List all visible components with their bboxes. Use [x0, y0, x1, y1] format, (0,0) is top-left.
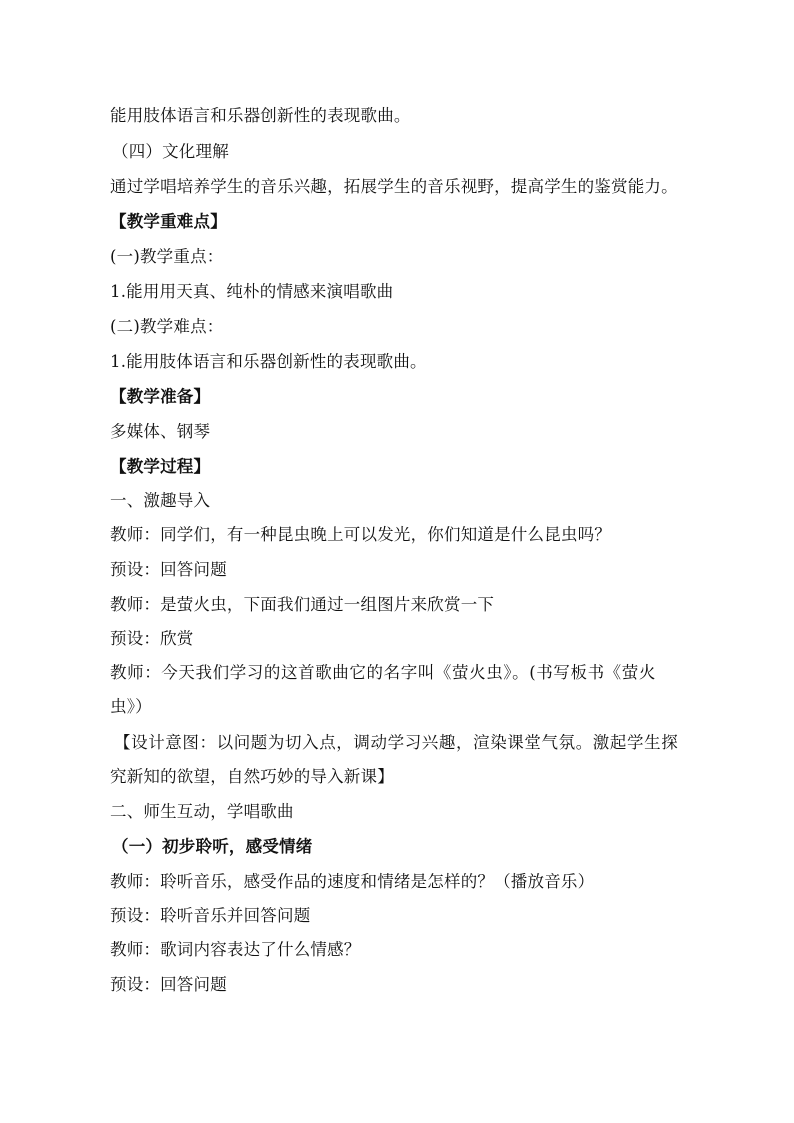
dialogue-line-teacher-5: 教师：歌词内容表达了什么情感？	[110, 940, 361, 959]
design-intent-line-2: 究新知的欲望，自然巧妙的导入新课】	[110, 767, 394, 786]
dialogue-line-preset-4: 预设：回答问题	[110, 975, 227, 994]
dialogue-line-teacher-3-continued: 虫》）	[110, 697, 152, 716]
dialogue-line-teacher-4: 教师：聆听音乐，感受作品的速度和情绪是怎样的？（播放音乐）	[110, 872, 595, 891]
dialogue-line-preset-2: 预设：欣赏	[110, 629, 194, 648]
dialogue-line-preset-1: 预设：回答问题	[110, 560, 227, 579]
text-line-preparation: 多媒体、钢琴	[110, 422, 211, 441]
dialogue-line-teacher-3: 教师：今天我们学习的这首歌曲它的名字叫《萤火虫》。(书写板书《萤火	[110, 663, 656, 682]
design-intent-line-1: 【设计意图：以问题为切入点，调动学习兴趣，渲染课堂气氛。激起学生探	[114, 733, 679, 752]
list-item-key-point-1: 1.能用用天真、纯朴的情感来演唱歌曲	[110, 282, 394, 301]
heading-process: 【教学过程】	[110, 457, 211, 476]
subheading-first-listening: （一）初步聆听，感受情绪	[112, 837, 313, 856]
text-line-ability: 能用肢体语言和乐器创新性的表现歌曲。	[110, 106, 411, 125]
heading-key-difficult-points: 【教学重难点】	[110, 212, 227, 231]
section-heading-interaction: 二、师生互动，学唱歌曲	[110, 802, 294, 821]
subheading-difficult-points: (二)教学难点：	[110, 317, 224, 336]
dialogue-line-teacher-2: 教师：是萤火虫，下面我们通过一组图片来欣赏一下	[110, 595, 495, 614]
dialogue-line-teacher-1: 教师：同学们，有一种昆虫晚上可以发光，你们知道是什么昆虫吗？	[110, 525, 611, 544]
section-heading-culture: （四）文化理解	[112, 142, 229, 161]
subheading-key-points: (一)教学重点：	[110, 247, 224, 266]
list-item-difficult-point-1: 1.能用肢体语言和乐器创新性的表现歌曲。	[110, 352, 427, 371]
heading-preparation: 【教学准备】	[110, 387, 211, 406]
dialogue-line-preset-3: 预设：聆听音乐并回答问题	[110, 906, 311, 925]
section-heading-introduction: 一、激趣导入	[110, 491, 211, 510]
text-line-culture-goal: 通过学唱培养学生的音乐兴趣，拓展学生的音乐视野，提高学生的鉴赏能力。	[110, 177, 678, 196]
